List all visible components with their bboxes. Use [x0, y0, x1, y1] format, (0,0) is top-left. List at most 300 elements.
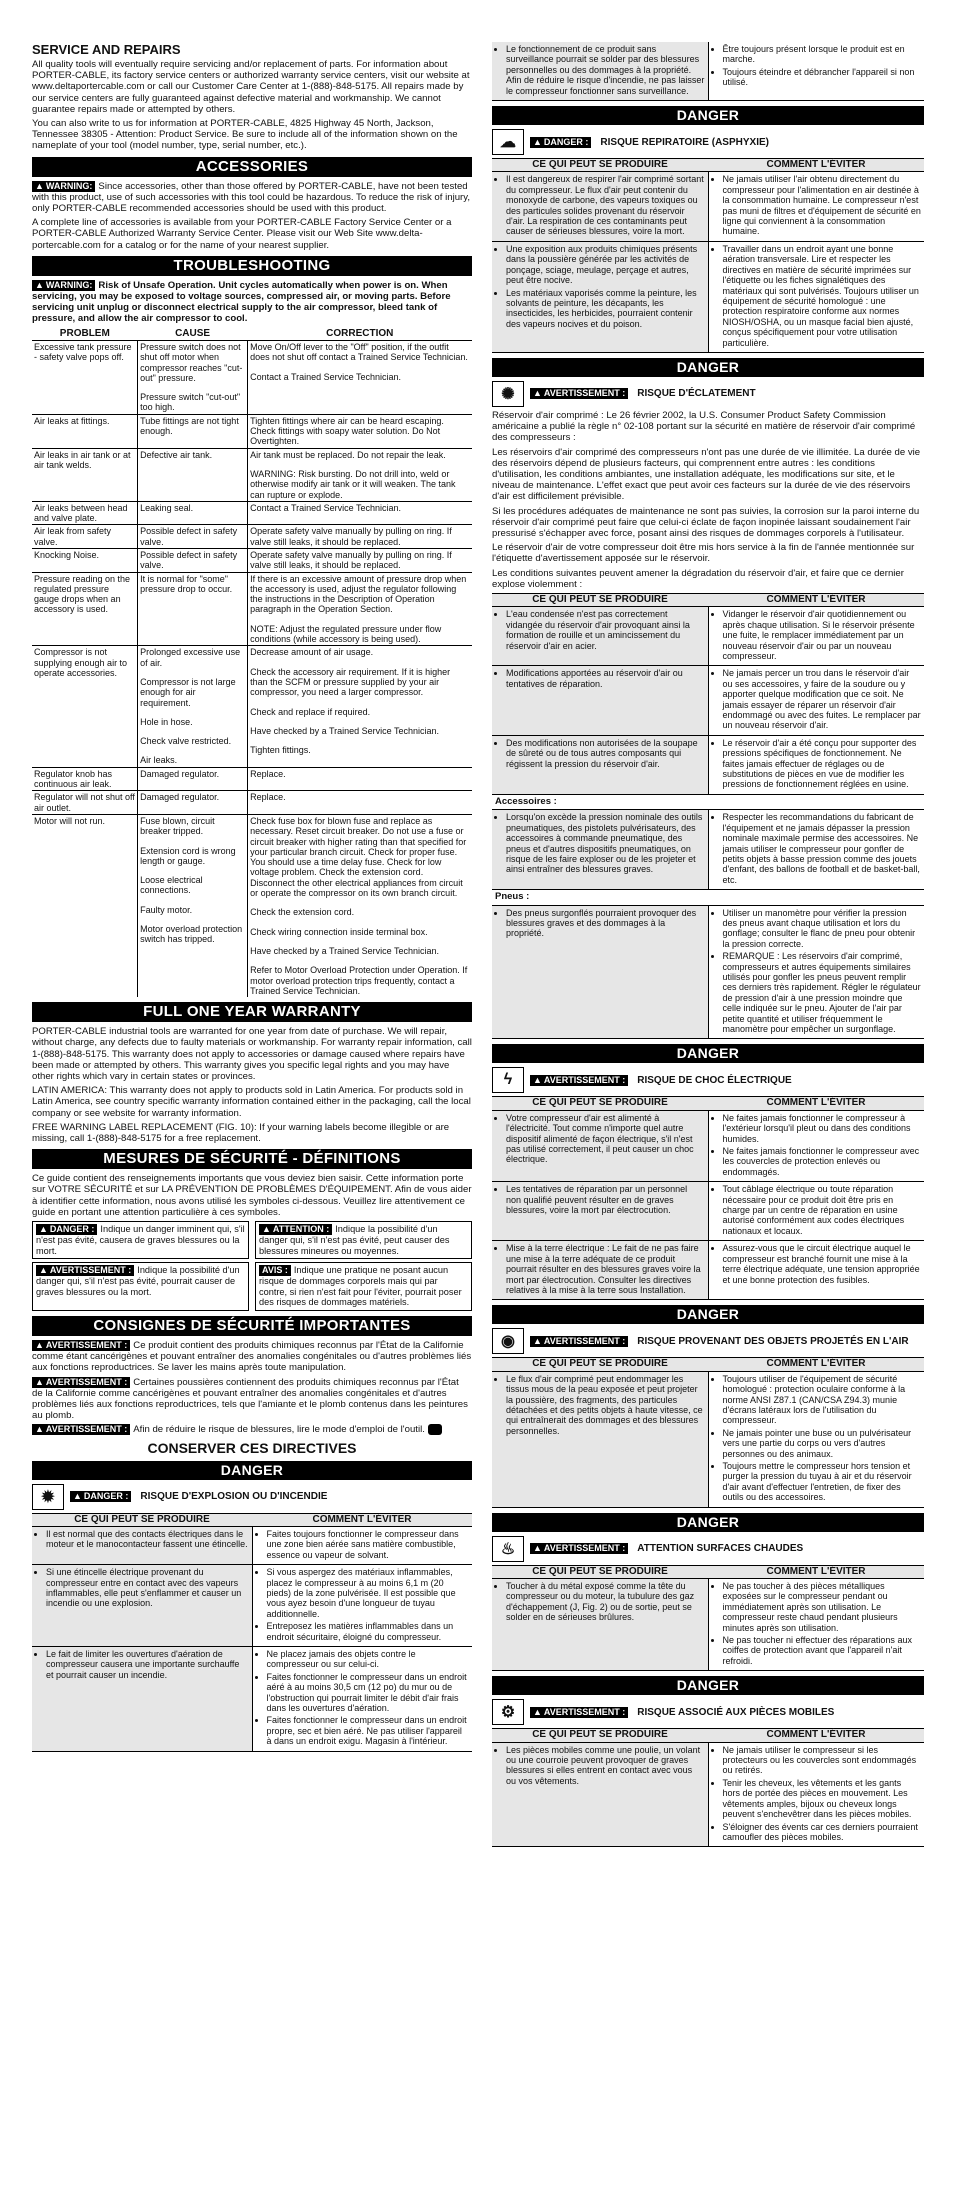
bullet-list: [712, 1374, 922, 1503]
hazard-eclatement: [492, 381, 924, 1039]
how-cell: [708, 42, 924, 101]
warning-triangle-icon: ▲: [533, 1335, 542, 1346]
correction-cell: [248, 340, 472, 414]
warning-triangle-icon: ▲: [35, 279, 44, 290]
correction-text: Air tank must be replaced. Do not repair the leak.: [250, 449, 446, 460]
bullet-list: [495, 812, 705, 874]
cause-text: Pressure switch does not shut off motor when compressor reaches "cut-out" pressure.: [140, 341, 243, 383]
hazard-table: [32, 1513, 472, 1752]
bullet-item: • Une exposition aux produits chimiques présents dans la poussière générée par les activités de ponçage, sciage, meulage, perçage et autres, peut être nocive.: [506, 244, 705, 286]
cause-cell: [138, 549, 248, 573]
bullet-list: [35, 1529, 249, 1550]
col-produire: CE QUI PEUT SE PRODUIRE: [492, 593, 708, 606]
bullet-item: • Tenir les cheveux, les vêtements et les gants hors de portée des pièces en mouvement. Les vêtements amples, bijoux ou cheveux longs peuvent s'enchevêtrer dans les pièces mobiles.: [723, 1778, 922, 1820]
hazard-row: [492, 735, 924, 794]
bullet-list: [35, 1567, 249, 1609]
bullet-item: • Si vous aspergez des matériaux inflammables, placez le compresseur à au moins 6,1 m (20 pieds) de la zone pulvérisée. Il est possible que vous ayez besoin d'une longueur de tuyau additionnelle.: [267, 1567, 470, 1619]
how-cell: [708, 905, 924, 1039]
bullet-list: [495, 908, 705, 939]
bullet-item: • L'eau condensée n'est pas correctement vidangée du réservoir d'air provoquant ainsi la formation de rouille et un amincissement du réservoir d'air en acier.: [506, 609, 705, 651]
warranty-latin-america: LATIN AMERICA: This warranty does not apply to products sold in Latin America. For products sold in Latin America, see country specific warranty information contained either in the packaging, call the local company or see website for warranty information.: [32, 1085, 471, 1119]
bullet-item: • Mise à la terre électrique : Le fait de ne pas faire une mise à la terre adéquate de ce produit pourrait résulter en des blessures graves voire la mort par électrocution. Consulter les directives relatives à la mise à la terre sous Installation.: [506, 1243, 705, 1295]
warranty-label-replacement: FREE WARNING LABEL REPLACEMENT (FIG. 10): If your warning labels become illegible or are missing, call 1-(888)-848-5175 for a free replacement.: [32, 1121, 450, 1144]
cause-text: Faulty motor.: [140, 904, 193, 915]
bullet-item: • Ne faites jamais fonctionner le compresseur à l'extérieur lorsqu'il pleut ou dans des conditions humides.: [723, 1113, 922, 1144]
bullet-item: • Les matériaux vaporisés comme la peinture, les solvants de peinture, les décapants, les insecticides, les herbicides, pourraient contenir des vapeurs nocives et du poison.: [506, 288, 705, 330]
correction-cell: [248, 767, 472, 791]
warning-triangle-icon: ▲: [262, 1223, 271, 1234]
correction-text: Contact a Trained Service Technician.: [250, 502, 402, 513]
correction-text: If there is an excessive amount of pressure drop when the accessory is used, adjust the regulator following the instructions in the Description of Operation paragraph in the Operation Section.: [250, 573, 467, 615]
what-cell: [492, 735, 708, 794]
correction-cell: [248, 414, 472, 448]
col-cause: CAUSE: [138, 328, 248, 341]
how-cell: [708, 1371, 924, 1507]
eclatement-paragraph: Réservoir d'air comprimé : Le 26 février 2002, la U.S. Consumer Product Safety Commission américaine a publié la règle n° 02-108 portant sur la sécurité en matière de réservoir d'air comprimé des compresseurs :: [492, 409, 916, 444]
col-produire: CE QUI PEUT SE PRODUIRE: [492, 1565, 708, 1578]
col-eviter: COMMENT L'ÉVITER: [708, 1097, 924, 1110]
col-problem: PROBLEM: [32, 328, 138, 341]
warning-triangle-icon: ▲: [35, 1424, 44, 1435]
problem-cell: Air leaks in air tank or at air tank welds.: [32, 448, 138, 501]
subsection-heading: Pneus :: [492, 890, 924, 905]
correction-text: Have checked by a Trained Service Technician.: [250, 725, 440, 736]
problem-cell: Air leaks at fittings.: [32, 414, 138, 448]
how-cell: [708, 810, 924, 890]
correction-cell: [248, 501, 472, 525]
consignes-warning-1: ▲ AVERTISSEMENT : Ce produit contient des produits chimiques reconnus par l'État de la Californie comme étant cancérigènes et pouvant entraîner des anomalies congénitales ou d'autres problèmes liés aux fonctions reproductrices. Se laver les mains après toute manipulation.: [32, 1339, 472, 1374]
hazard-title: RISQUE D'EXPLOSION OU D'INCENDIE: [140, 1491, 328, 1503]
problem-cell: Air leaks between head and valve plate.: [32, 501, 138, 525]
bullet-item: • Modifications apportées au réservoir d'air ou tentatives de réparation.: [506, 668, 705, 689]
what-cell: [32, 1647, 252, 1752]
bullet-item: • Toujours éteindre et débrancher l'appareil si non utilisé.: [723, 67, 922, 88]
col-produire: CE QUI PEUT SE PRODUIRE: [492, 159, 708, 172]
cause-cell: [138, 791, 248, 815]
cause-cell: [138, 767, 248, 791]
choc-hazard-icon: ϟ: [492, 1067, 524, 1093]
what-cell: [492, 1110, 708, 1181]
bullet-item: • Toucher à du métal exposé comme la tête du compresseur ou du moteur, la tubulure des gaz d'échappement (J, Fig. 2) ou de sortie, peut se solder en de sérieuses brûlures.: [506, 1581, 705, 1623]
bullet-list: [256, 1529, 470, 1560]
bullet-list: [712, 1581, 922, 1666]
bullet-item: • Ne jamais pointer une buse ou un pulvérisateur vers une partie du corps ou vers d'autres personnes ou des animaux.: [723, 1428, 922, 1459]
bullet-list: [495, 1745, 705, 1787]
accessories-paragraph: A complete line of accessories is available from your PORTER-CABLE Factory Service Center or a PORTER-CABLE Authorized Warranty Service Center. Please visit our Web Site www.delta-portercable.com for a catalog or for the name of your nearest supplier.: [32, 217, 452, 251]
hazard-row: [492, 607, 924, 666]
correction-text: Move On/Off lever to the "Off" position, if the outfit does not shut off contact a Trained Service Technician.: [250, 341, 468, 363]
what-cell: [492, 1371, 708, 1507]
bullet-item: • Entreposez les matières inflammables dans un endroit sécuritaire, éloigné du compresseur.: [267, 1621, 470, 1642]
eclatement-hazard-icon: ✺: [492, 381, 524, 407]
hazard-title: RISQUE REPIRATOIRE (ASPHYXIE): [600, 136, 769, 148]
hazard-table: [492, 593, 924, 1039]
hazard-explosion: [32, 1484, 472, 1752]
hazard-table: [492, 158, 924, 353]
bullet-list: [256, 1567, 470, 1642]
subsection-row: [492, 794, 924, 809]
correction-text: Tighten fittings where air can be heard escaping. Check fittings with soapy water solution. Do Not Overtighten.: [250, 415, 444, 447]
bullet-item: • Toujours utiliser de l'équipement de sécurité homologué : protection oculaire conforme à la norme ANSI Z87.1 (CAN/CSA Z94.3) munie d'écrans latéraux lors de l'utilisation du compresseur.: [723, 1374, 922, 1426]
correction-text: Operate safety valve manually by pulling on ring. If valve still leaks, it should be replaced.: [250, 526, 452, 547]
col-produire: CE QUI PEUT SE PRODUIRE: [492, 1729, 708, 1742]
hazard-header: [492, 1067, 924, 1093]
bullet-item: • Votre compresseur d'air est alimenté à l'électricité. Tout comme n'importe quel autre dispositif alimenté de façon électrique, s'il n'est pas utilisé correctement, il peut causer un choc électrique.: [506, 1113, 705, 1165]
correction-cell: [248, 525, 472, 549]
how-cell: [708, 1579, 924, 1671]
correction-text: Replace.: [250, 792, 286, 803]
signal-badge: ▲ AVERTISSEMENT :: [530, 1075, 628, 1086]
how-cell: [252, 1647, 472, 1752]
danger-bar-chaudes: DANGER: [492, 1513, 924, 1532]
bullet-item: • Tout câblage électrique ou toute réparation nécessaire pour ce produit doit être pris en charge par un centre de réparation en usine autorisé conformément aux codes électriques nationaux et locaux.: [723, 1184, 922, 1236]
hazard-chaudes: [492, 1536, 924, 1672]
hazard-asphyxie: [492, 129, 924, 353]
table-row: [32, 646, 472, 767]
cause-text: Leaking seal.: [140, 502, 194, 513]
bullet-item: • Travailler dans un endroit ayant une bonne aération transversale. Lire et respecter les directives en matière de sécurité imprimées sur l'étiquette ou les fiches signalétiques des matériaux qui sont pulvérisés. Toujours utiliser un équipement de sécurité homologué : une protection respiratoire conforme aux normes NIOSH/OSHA, ou un masque facial bien ajusté, conçus spécifiquement pour votre utilisation particulière.: [723, 244, 922, 348]
signal-badge: ▲ AVERTISSEMENT :: [530, 1543, 628, 1554]
hazard-row: [492, 42, 924, 101]
hazard-table: [492, 42, 924, 101]
bullet-list: [712, 174, 922, 236]
table-row: [32, 572, 472, 646]
bullet-item: • Faites fonctionner le compresseur dans un endroit aéré à au moins 30,5 cm (12 po) du mur ou de l'obstruction qui pourrait limiter le débit d'air frais dans les ouvertures d'aération.: [267, 1672, 470, 1714]
warning-triangle-icon: ▲: [533, 1706, 542, 1717]
cause-text: Loose electrical connections.: [140, 875, 203, 896]
correction-cell: [248, 646, 472, 767]
problem-cell: Compressor is not supplying enough air to operate accessories.: [32, 646, 138, 767]
hazard-title: RISQUE PROVENANT DES OBJETS PROJETÉS EN L'AIR: [637, 1335, 909, 1347]
bullet-item: • Le réservoir d'air a été conçu pour supporter des pressions spécifiques de fonctionnement. Ne faites jamais effectuer de réglages ou de substitutions de pièces en vue de modifier les pressions de fonctionnement réglées en usine.: [723, 738, 922, 790]
bullet-list: [256, 1649, 470, 1747]
danger-bar-eclatement: DANGER: [492, 358, 924, 377]
bullet-item: • Des pneus surgonflés pourraient provoquer des blessures graves et des dommages à la propriété.: [506, 908, 705, 939]
table-row: [32, 414, 472, 448]
hazard-projetes: [492, 1328, 924, 1507]
bullet-item: • Ne faites jamais fonctionner le compresseur avec les couvercles de protection enlevés ou endommagés.: [723, 1146, 922, 1177]
bullet-item: • Vidanger le réservoir d'air quotidiennement ou après chaque utilisation. Si le réservoir présente une fuite, le remplacer immédiatement par un nouveau réservoir d'air ou par un nouveau compresseur.: [723, 609, 922, 661]
what-cell: [492, 241, 708, 352]
read-manual-icon: [428, 1424, 442, 1435]
col-eviter: COMMENT L'ÉVITER: [252, 1513, 472, 1526]
hazard-title: RISQUE DE CHOC ÉLECTRIQUE: [637, 1074, 792, 1086]
bullet-list: [712, 609, 922, 661]
col-correction: CORRECTION: [248, 328, 472, 341]
bullet-item: • REMARQUE : Les réservoirs d'air comprimé, compresseurs et autres équipements similaires utilisés pour gonfler les pneus peuvent remplir ces derniers très rapidement. Régler le régulateur de pression d'air à une pression moindre que celle indiquée sur le pneu. Ajouter de l'air par petite quantité et utiliser fréquemment le manomètre pour empêcher un surgonflage.: [723, 951, 922, 1034]
warning-badge: ▲ WARNING:: [32, 181, 95, 192]
what-cell: [32, 1565, 252, 1647]
danger-bar-explosion: DANGER: [32, 1461, 472, 1480]
table-row: [32, 501, 472, 525]
correction-text: Check and replace if required.: [250, 706, 371, 717]
correction-text: Contact a Trained Service Technician.: [250, 371, 402, 382]
signal-badge: ▲ AVERTISSEMENT :: [530, 388, 628, 399]
correction-text: Tighten fittings.: [250, 745, 311, 756]
correction-text: Check the accessory air requirement. If it is higher than the SCFM or pressure supplied by your air compressor, you need a larger compressor.: [250, 666, 451, 698]
hazard-row: [32, 1565, 472, 1647]
bullet-list: [712, 1243, 922, 1285]
problem-cell: Excessive tank pressure - safety valve pops off.: [32, 340, 138, 414]
cause-text: Check valve restricted.: [140, 736, 232, 747]
signal-danger: ▲ DANGER : Indique un danger imminent qui, s'il n'est pas évité, causera de graves blessures ou la mort.: [32, 1221, 249, 1259]
problem-cell: Regulator knob has continuous air leak.: [32, 767, 138, 791]
bullet-list: [712, 812, 922, 885]
what-cell: [32, 1526, 252, 1564]
hazard-row: [492, 1110, 924, 1181]
table-row: [32, 340, 472, 414]
what-cell: [492, 810, 708, 890]
bullet-list: [495, 1581, 705, 1623]
bullet-item: • Les tentatives de réparation par un personnel non qualifié peuvent résulter en de graves blessures, voire la mort par électrocution.: [506, 1184, 705, 1215]
hazard-header: [492, 1328, 924, 1354]
cause-text: Air leaks.: [140, 755, 178, 766]
signal-avertissement: ▲ AVERTISSEMENT : Indique la possibilité d'un danger qui, s'il n'est pas évité, pourrait causer de graves blessures ou la mort.: [32, 1262, 249, 1311]
col-eviter: COMMENT L'ÉVITER: [708, 1358, 924, 1371]
bullet-list: [495, 1184, 705, 1215]
signal-badge: ▲ AVERTISSEMENT :: [530, 1336, 628, 1347]
cause-text: Fuse blown, circuit breaker tripped.: [140, 815, 215, 837]
bullet-list: [495, 1374, 705, 1436]
table-row: [32, 791, 472, 815]
col-produire: CE QUI PEUT SE PRODUIRE: [492, 1097, 708, 1110]
col-produire: CE QUI PEUT SE PRODUIRE: [32, 1513, 252, 1526]
hazard-table: [492, 1096, 924, 1300]
bullet-item: • Ne jamais percer un trou dans le réservoir d'air ou ses accessoires, y faire de la soudure ou y apporter quelque modification que ce soit. Ne jamais essayer de réparer un réservoir d'air endommagé ou avec des fuites. Le remplacer par un nouveau réservoir d'air.: [723, 668, 922, 730]
bullet-list: [495, 44, 705, 96]
consignes-title: CONSIGNES DE SÉCURITÉ IMPORTANTES: [32, 1316, 472, 1336]
problem-cell: Motor will not run.: [32, 814, 138, 997]
col-produire: CE QUI PEUT SE PRODUIRE: [492, 1358, 708, 1371]
correction-text: Replace.: [250, 768, 286, 779]
accessories-title: ACCESSORIES: [32, 157, 472, 177]
warning-triangle-icon: ▲: [533, 136, 542, 147]
conserver-title: CONSERVER CES DIRECTIVES: [147, 1439, 357, 1456]
what-cell: [492, 42, 708, 101]
how-cell: [252, 1565, 472, 1647]
bullet-item: • Être toujours présent lorsque le produit est en marche.: [723, 44, 922, 65]
eclatement-paragraph: Les réservoirs d'air comprimé des compresseurs n'ont pas une durée de vie illimitée. La durée de vie des réservoirs dépend de plusieurs facteurs, qui comprennent entre autres : les conditions d'utilisation, les conditions ambiantes, une installation adéquate, les modifications sur site, et le niveau de maintenance. L'effet exact que peut avoir ces facteurs sur la durée de vie des réservoirs d'air est difficilement prévisible.: [492, 446, 921, 503]
hazard-row: [492, 1579, 924, 1671]
bullet-item: • S'éloigner des évents car ces derniers pourraient camoufler des pièces mobiles.: [723, 1822, 922, 1843]
correction-text: Refer to Motor Overload Protection under Operation. If motor overload protection trips frequently, contact a Trained Service Technician.: [250, 965, 468, 996]
cause-cell: [138, 814, 248, 997]
col-eviter: COMMENT L'ÉVITER: [708, 1729, 924, 1742]
how-cell: [708, 666, 924, 735]
what-cell: [492, 172, 708, 241]
correction-text: WARNING: Risk bursting. Do not drill into, weld or otherwise modify air tank or it will weaken. The tank can rupture or explode.: [250, 468, 456, 500]
eclatement-paragraph: Si les procédures adéquates de maintenance ne sont pas suivies, la corrosion sur la paroi interne du réservoir d'air comprimé peut faire que celui-ci éclate de façon inopinée laissant soudainement l'air pressurisé s'échapper avec force, posant ainsi des risques de dommages corporels à l'utilisateur.: [492, 505, 920, 539]
bullet-list: [712, 668, 922, 730]
bullet-list: [712, 738, 922, 790]
hazard-header: [32, 1484, 472, 1510]
troubleshooting-table: [32, 328, 472, 997]
cause-text: Compressor is not large enough for air requirement.: [140, 676, 236, 708]
hazard-table: [492, 1728, 924, 1847]
bullet-list: [712, 1113, 922, 1177]
problem-cell: Regulator will not shut off air outlet.: [32, 791, 138, 815]
cause-cell: [138, 448, 248, 501]
bullet-list: [495, 668, 705, 689]
mesures-intro: Ce guide contient des renseignements importants que vous deviez bien saisir. Cette information porte sur VOTRE SÉCURITÉ et sur LA PRÉVENTION DE PROBLÈMES D'ÉQUIPEMENT. Afin de vous aider à identifier cette information, nous avons utilisé les symboles ci-dessous. Veuillez lire attentivement ce guide en portant une attention particulière à ces symboles.: [32, 1173, 472, 1218]
correction-cell: [248, 448, 472, 501]
cause-cell: [138, 525, 248, 549]
correction-text: Have checked by a Trained Service Technician.: [250, 945, 440, 956]
troubleshooting-title: TROUBLESHOOTING: [32, 256, 472, 276]
warranty-title: FULL ONE YEAR WARRANTY: [32, 1002, 472, 1022]
how-cell: [708, 1182, 924, 1241]
hazard-row: [492, 172, 924, 241]
bullet-item: • Assurez-vous que le circuit électrique auquel le compresseur est branché fournit une mise à la terre électrique adéquate, une tension appropriée et une bonne protection des fusibles.: [723, 1243, 922, 1285]
how-cell: [708, 172, 924, 241]
bullet-item: • Utiliser un manomètre pour vérifier la pression des pneus avant chaque utilisation et lors du gonflage; consulter le flanc de pneu pour obtenir la pression correcte.: [723, 908, 922, 950]
mesures-title: MESURES DE SÉCURITÉ - DÉFINITIONS: [32, 1149, 472, 1169]
cause-text: Tube fittings are not tight enough.: [140, 415, 239, 437]
bullet-item: • Toujours mettre le compresseur hors tension et purger la pression du tuyau à air et du réservoir d'air avant d'effectuer l'entretien, de fixer des outils ou des accessoires.: [723, 1461, 922, 1503]
hazard-row: [492, 1241, 924, 1300]
bullet-item: • Les pièces mobiles comme une poulie, un volant ou une courroie peuvent provoquer de graves blessures si elles entrent en contact avec vous ou vos vêtements.: [506, 1745, 705, 1787]
what-cell: [492, 905, 708, 1039]
cause-text: Hole in hose.: [140, 716, 193, 727]
problem-cell: Pressure reading on the regulated pressure gauge drops when an accessory is used.: [32, 572, 138, 646]
correction-text: Check fuse box for blown fuse and replace as necessary. Reset circuit breaker. Do not use a fuse or circuit breaker with higher rating than that specified for your particular branch circuit. Check for proper fuse. You should use a time delay fuse. Check for low voltage problem. Check the extension cord. Disconnect the other electrical appliances from circuit or operate the compressor on its own branch circuit.: [250, 815, 467, 899]
signal-badge: ▲ DANGER :: [530, 137, 591, 148]
warning-badge: ▲ WARNING:: [32, 280, 95, 291]
danger-bar-asphyxie: DANGER: [492, 106, 924, 125]
cause-cell: [138, 646, 248, 767]
bullet-list: [495, 738, 705, 769]
bullet-item: • Ne placez jamais des objets contre le compresseur ou sur celui-ci.: [267, 1649, 470, 1670]
warning-triangle-icon: ▲: [73, 1491, 82, 1502]
hazard-row: [492, 810, 924, 890]
what-cell: [492, 1182, 708, 1241]
cause-cell: [138, 340, 248, 414]
hazard-title: RISQUE D'ÉCLATEMENT: [637, 388, 756, 400]
cause-cell: [138, 572, 248, 646]
signal-badge: ▲ AVERTISSEMENT :: [530, 1707, 628, 1718]
service-title: SERVICE AND REPAIRS: [32, 42, 181, 57]
warning-triangle-icon: ▲: [35, 180, 44, 191]
hazard-header: [492, 1699, 924, 1725]
warning-triangle-icon: ▲: [533, 1074, 542, 1085]
consignes-warning-2: ▲ AVERTISSEMENT : Certaines poussières contiennent des produits chimiques reconnus par l'État de la Californie comme cancérigènes et pouvant entraîner des anomalies congénitales et d'autres problèmes liés aux fonctions reproductrices, tels que l'amiante et le plomb contenus dans les peintures au plomb.: [32, 1376, 468, 1422]
what-cell: [492, 1241, 708, 1300]
chaudes-hazard-icon: ♨: [492, 1536, 524, 1562]
eclatement-paragraph: Le réservoir d'air de votre compresseur doit être mis hors service à la fin de l'année mentionnée sur l'étiquette d'avertissement apposée sur le réservoir.: [492, 542, 915, 565]
cause-text: Damaged regulator.: [140, 792, 220, 803]
correction-text: Check the extension cord.: [250, 907, 355, 918]
warning-triangle-icon: ▲: [35, 1339, 44, 1350]
bullet-list: [495, 174, 705, 236]
cause-text: Damaged regulator.: [140, 768, 220, 779]
what-cell: [492, 1579, 708, 1671]
danger-bar-choc: DANGER: [492, 1044, 924, 1063]
cause-text: Pressure switch "cut-out" too high.: [140, 392, 241, 413]
right-column: [492, 42, 924, 1849]
what-cell: [492, 607, 708, 666]
signal-avis: AVIS : Indique une pratique ne posant aucun risque de dommages corporels mais qui par contre, si rien n'est fait pour l'éviter, pourrait poser des risques de dommages matériels.: [255, 1262, 472, 1311]
hazard-table: [492, 1565, 924, 1672]
how-cell: [708, 607, 924, 666]
left-column: [32, 42, 472, 1754]
bullet-list: [495, 1243, 705, 1295]
service-paragraph-2: You can also write to us for information at PORTER-CABLE, 4825 Highway 45 North, Jackson, Tennessee 38305 - Attention: Product Service. Be sure to include all of the information shown on the nameplate of your tool (model number, type, serial number, etc.).: [32, 118, 458, 152]
how-cell: [252, 1526, 472, 1564]
subsection-heading: Accessoires :: [492, 794, 924, 809]
hazard-choc: [492, 1067, 924, 1300]
cause-text: Motor overload protection switch has tripped.: [140, 924, 243, 945]
correction-text: Operate safety valve manually by pulling on ring. If valve still leaks, it should be replaced.: [250, 550, 452, 571]
correction-cell: [248, 549, 472, 573]
problem-cell: Knocking Noise.: [32, 549, 138, 573]
bullet-list: [712, 244, 922, 348]
bullet-list: [35, 1649, 249, 1680]
correction-text: NOTE: Adjust the regulated pressure under flow conditions (while accessory is being used).: [250, 623, 442, 645]
eclatement-paragraph: Les conditions suivantes peuvent amener la dégradation du réservoir d'air, et faire que ce dernier explose violemment :: [492, 567, 904, 590]
col-eviter: COMMENT L'ÉVITER: [708, 1565, 924, 1578]
bullet-list: [712, 1745, 922, 1843]
danger-bar-mobiles: DANGER: [492, 1676, 924, 1695]
correction-text: Check wiring connection inside terminal box.: [250, 926, 428, 937]
col-eviter: COMMENT L'ÉVITER: [708, 159, 924, 172]
hazard-row: [32, 1647, 472, 1752]
hazard-row: [32, 1526, 472, 1564]
signal-badge: ▲ DANGER :: [70, 1491, 131, 1502]
table-row: [32, 525, 472, 549]
service-paragraph: All quality tools will eventually require servicing and/or replacement of parts. For information about PORTER-CABLE, its factory service centers or authorized warranty service centers, visit our website at www.deltaportercable.com or call our Customer Care Center at 1-(888)-848-5175. All repairs made by our service centers are fully guaranteed against defective material and workmanship. We cannot guarantee repairs made or attempted by others.: [32, 59, 470, 115]
cause-text: It is normal for "some" pressure drop to occur.: [140, 573, 233, 594]
correction-cell: [248, 814, 472, 997]
bullet-list: [495, 609, 705, 651]
how-cell: [708, 1110, 924, 1181]
col-eviter: COMMENT L'ÉVITER: [708, 593, 924, 606]
warning-triangle-icon: ▲: [39, 1223, 48, 1234]
hazard-row: [492, 666, 924, 735]
bullet-item: • Ne jamais utiliser le compresseur si les protecteurs ou les couvercles sont endommagés ou retirés.: [723, 1745, 922, 1776]
table-row: [32, 549, 472, 573]
how-cell: [708, 241, 924, 352]
accessories-warning: ▲ WARNING: Since accessories, other than those offered by PORTER-CABLE, have not been tested with this product, use of such accessories with this tool could be hazardous. To reduce the risk of injury, only PORTER-CABLE recommended accessories should be used with this product.: [32, 180, 470, 215]
bullet-item: • Ne pas toucher à des pièces métalliques exposées sur le compresseur pendant ou immédiatement après son utilisation. Le compresseur reste chaud pendant plusieurs minutes après son utilisation.: [723, 1581, 922, 1633]
signal-attention: ▲ ATTENTION : Indique la possibilité d'un danger qui, s'il n'est pas évité, peut causer des blessures mineures ou moyennes.: [255, 1221, 472, 1259]
hazard-title: ATTENTION SURFACES CHAUDES: [637, 1543, 804, 1555]
warning-triangle-icon: ▲: [39, 1265, 48, 1276]
danger-bar-projetes: DANGER: [492, 1305, 924, 1324]
bullet-item: • Le flux d'air comprimé peut endommager les tissus mous de la peau exposée et peut projeter la poussière, des fragments, des particules détachées et des petits objets à haute vitesse, ce qui entraînerait des dommages et des blessures personnelles.: [506, 1374, 705, 1436]
hazard-title: RISQUE ASSOCIÉ AUX PIÈCES MOBILES: [637, 1706, 835, 1718]
mobiles-hazard-icon: ⚙: [492, 1699, 524, 1725]
table-row: [32, 448, 472, 501]
hazard-row: [492, 241, 924, 352]
bullet-item: • Ne jamais utiliser l'air obtenu directement du compresseur pour l'alimentation en air destinée à la consommation humaine. Le compresseur n'est pas muni de filtres et d'équipement de sécurité en ligne qui conviennent à la consommation humaine.: [723, 174, 922, 236]
hazard-table: [492, 1357, 924, 1507]
signal-definitions: [32, 1221, 472, 1311]
bullet-item: • Respecter les recommandations du fabricant de l'équipement et ne jamais dépasser la pression nominale maximale permise des accessoires. Ne jamais utiliser le compresseur pour gonfler de petits objets à basse pression comme des jouets d'enfant, des ballons de football et de basket-ball, etc.: [723, 812, 922, 885]
hazard-row: [492, 1371, 924, 1507]
hazard-header: [492, 129, 924, 155]
consignes-warning-3: ▲ AVERTISSEMENT : Afin de réduire le risque de blessures, lire le mode d'emploi de l'outil.: [32, 1424, 472, 1435]
hazard-header: [492, 381, 924, 407]
bullet-item: • Il est normal que des contacts électriques dans le moteur et le manocontacteur fassent une étincelle.: [46, 1529, 249, 1550]
what-cell: [492, 1742, 708, 1847]
warning-triangle-icon: ▲: [533, 388, 542, 399]
how-cell: [708, 1742, 924, 1847]
cause-cell: [138, 501, 248, 525]
cause-cell: [138, 414, 248, 448]
cause-text: Defective air tank.: [140, 449, 213, 460]
warranty-paragraph: PORTER-CABLE industrial tools are warranted for one year from date of purchase. We will repair, without charge, any defects due to faulty materials or workmanship. For warranty repair information, call 1-(888)-848-5175. This warranty does not apply to accessories or damage caused where repairs have been made or attempted by others. This warranty gives you specific legal rights and you may have other rights which vary in certain states or provinces.: [32, 1026, 472, 1082]
how-cell: [708, 1241, 924, 1300]
